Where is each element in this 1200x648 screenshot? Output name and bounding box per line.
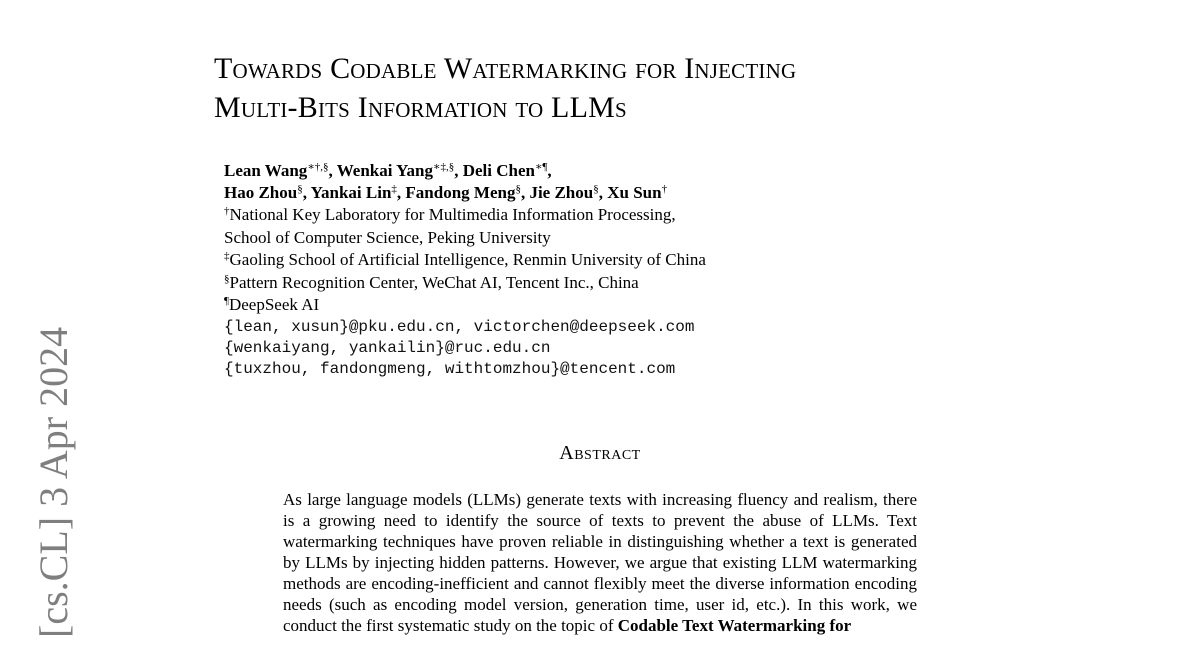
- author-separator: ,: [396, 183, 406, 202]
- affiliation-mark: §: [224, 272, 230, 285]
- author-name: Lean Wang: [224, 161, 308, 180]
- author-name: Fandong Meng: [405, 183, 516, 202]
- paper-title: [214, 49, 796, 127]
- affiliation-list: [224, 204, 706, 317]
- author-separator: ,: [547, 161, 552, 180]
- author-name: Wenkai Yang: [336, 161, 433, 180]
- affiliation-mark: §: [297, 183, 303, 195]
- author-separator: ,: [598, 183, 608, 202]
- affiliation-line: [224, 272, 706, 295]
- abstract-bold-phrase: Codable Text Watermarking for: [617, 616, 852, 635]
- affiliation-text: Pattern Recognition Center, WeChat AI, Tencent Inc., China: [229, 272, 639, 292]
- author-name: Hao Zhou: [224, 183, 298, 202]
- affiliation-text: School of Computer Science, Peking University: [224, 227, 551, 247]
- affiliation-line: [224, 204, 706, 227]
- author-name: Yankai Lin: [310, 183, 392, 202]
- author-name: Jie Zhou: [529, 183, 594, 202]
- affiliation-text: DeepSeek AI: [228, 295, 320, 314]
- arxiv-sidebar-stamp: [26, 320, 74, 640]
- affiliation-text: National Key Laboratory for Multimedia Information Processing,: [229, 205, 676, 224]
- author-separator: ,: [454, 161, 463, 180]
- abstract-heading: [0, 442, 1200, 465]
- email-line: {tuxzhou, fandongmeng, withtomzhou}@tencent.com: [224, 359, 676, 378]
- email-line: {wenkaiyang, yankailin}@ruc.edu.cn: [224, 338, 551, 357]
- abstract-text: As large language models (LLMs) generate texts with increasing fluency and realism, there is a growing need to identify the source of texts to prevent the abuse of LLMs. Text watermarking techniques have proven reliable in distinguishing whether a text is generated by LLMs by injecting hidden patterns. However, we argue that existing LLM watermarking methods are encoding-inefficient and cannot flexibly meet the diverse information encoding needs (such as encoding model version, generation time, user id, etc.). In this work, we conduct the first systematic study on the topic of: [283, 490, 917, 635]
- author-separator: ,: [328, 161, 337, 180]
- title-line-1: Towards Codable Watermarking for Injecting: [214, 52, 797, 85]
- affiliation-line: [224, 249, 706, 272]
- email-list: [224, 317, 706, 380]
- affiliation-mark: ‡: [391, 183, 397, 195]
- author-name: Deli Chen: [462, 161, 535, 180]
- author-line-1: [224, 160, 706, 182]
- affiliation-mark: †: [224, 205, 230, 217]
- arxiv-id-date: [cs.CL] 3 Apr 2024: [31, 326, 76, 638]
- abstract-body: [283, 489, 917, 636]
- affiliation-mark: ∗¶: [534, 161, 548, 173]
- email-line: {lean, xusun}@pku.edu.cn, victorchen@deepseek.com: [224, 317, 695, 336]
- affiliation-mark: ‡: [224, 250, 230, 262]
- title-line-2: Multi-Bits Information to LLMs: [214, 91, 627, 124]
- affiliation-mark: ∗†,§: [307, 161, 329, 173]
- affiliation-mark: §: [515, 183, 521, 195]
- author-line-2: [224, 182, 706, 204]
- author-name: Xu Sun: [607, 183, 662, 202]
- affiliation-mark: ∗‡,§: [432, 161, 455, 173]
- affiliation-mark: §: [593, 183, 599, 195]
- author-separator: ,: [302, 183, 311, 202]
- affiliation-line: [224, 294, 706, 317]
- affiliation-line: [224, 227, 706, 250]
- affiliation-text: Gaoling School of Artificial Intelligence, Renmin University of China: [229, 250, 706, 269]
- affiliation-mark: ¶: [224, 295, 229, 307]
- abstract-heading-text: Abstract: [559, 442, 641, 464]
- affiliation-mark: †: [661, 183, 668, 195]
- author-separator: ,: [520, 183, 530, 202]
- author-block: [224, 160, 706, 380]
